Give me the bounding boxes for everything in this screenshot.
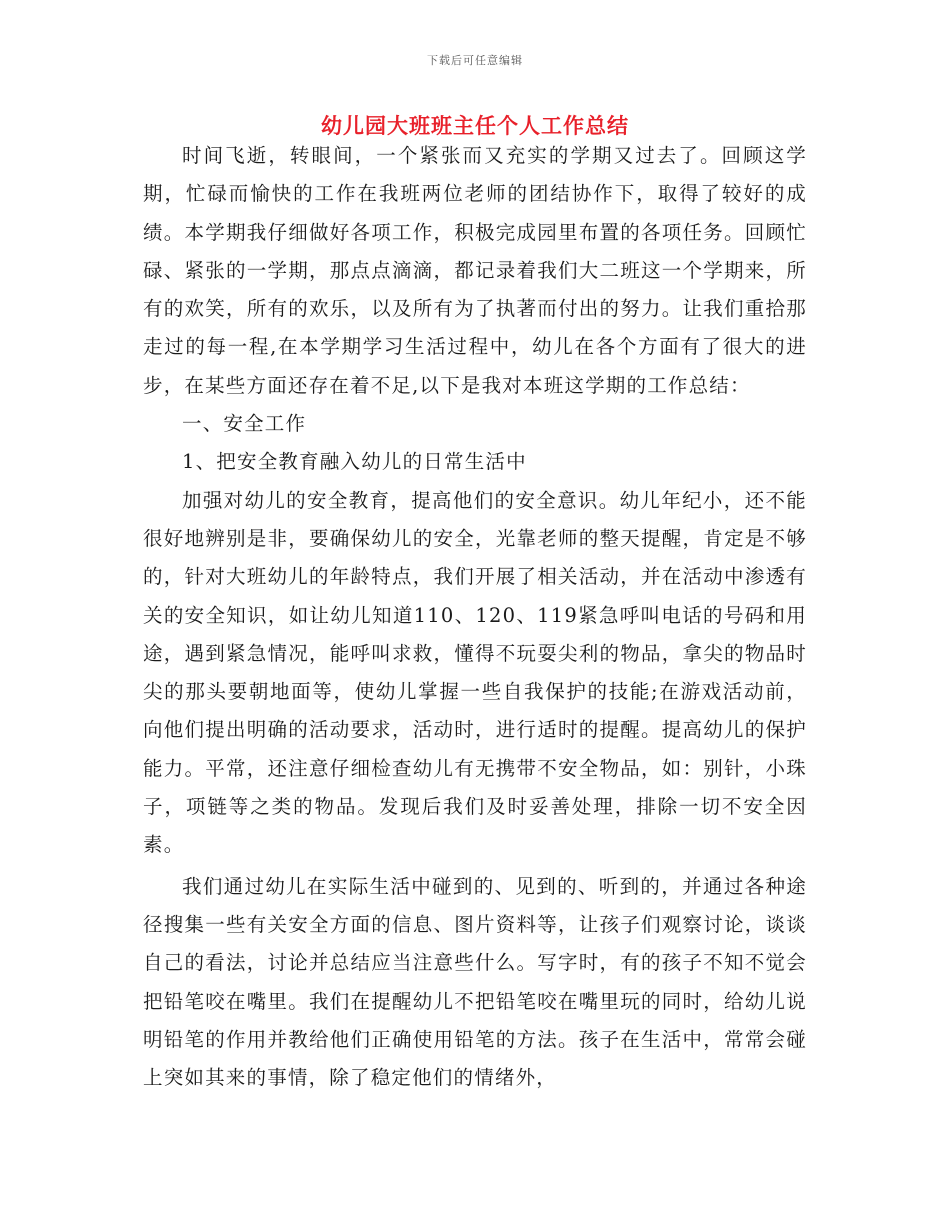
paragraph-intro: 时间飞逝，转眼间，一个紧张而又充实的学期又过去了。回顾这学期，忙碌而愉快的工作在我班两位老师的团结协作下，取得了较好的成绩。本学期我仔细做好各项工作，积极完成园里布置的各项任务。回顾忙碌、紧张的一学期，那点点滴滴，都记录着我们大二班这一个学期来，所有的欢笑，所有的欢乐，以及所有为了执著而付出的努力。让我们重拾那走过的每一程,在本学期学习生活过程中，幼儿在各个方面有了很大的进步，在某些方面还存在着不足,以下是我对本班这学期的工作总结：: [143, 144, 807, 397]
document-body: [143, 137, 807, 1097]
paragraph-real-life: 我们通过幼儿在实际生活中碰到的、见到的、听到的，并通过各种途径搜集一些有关安全方面的信息、图片资料等，让孩子们观察讨论，谈谈自己的看法，讨论并总结应当注意些什么。写字时，有的孩子不知不觉会把铅笔咬在嘴里。我们在提醒幼儿不把铅笔咬在嘴里玩的同时，给幼儿说明铅笔的作用并教给他们正确使用铅笔的方法。孩子在生活中，常常会碰上突如其来的事情，除了稳定他们的情绪外，: [143, 874, 807, 1090]
subsection-heading: 1、把安全教育融入幼儿的日常生活中: [182, 450, 527, 474]
paragraph-safety-education: 加强对幼儿的安全教育，提高他们的安全意识。幼儿年纪小，还不能很好地辨别是非，要确保幼儿的安全，光靠老师的整天提醒，肯定是不够的，针对大班幼儿的年龄特点，我们开展了相关活动，并在活动中渗透有关的安全知识，如让幼儿知道110、120、119紧急呼叫电话的号码和用途，遇到紧急情况，能呼叫求救，懂得不玩耍尖利的物品，拿尖的物品时尖的那头要朝地面等，使幼儿掌握一些自我保护的技能;在游戏活动前，向他们提出明确的活动要求，活动时，进行适时的提醒。提高幼儿的保护能力。平常，还注意仔细检查幼儿有无携带不安全物品，如：别针，小珠子，项链等之类的物品。发现后我们及时妥善处理，排除一切不安全因素。: [143, 488, 807, 857]
section-heading-safety: 一、安全工作: [182, 412, 307, 436]
document-title: 幼儿园大班班主任个人工作总结: [321, 113, 629, 138]
page-header-note: 下载后可任意编辑: [427, 54, 523, 67]
